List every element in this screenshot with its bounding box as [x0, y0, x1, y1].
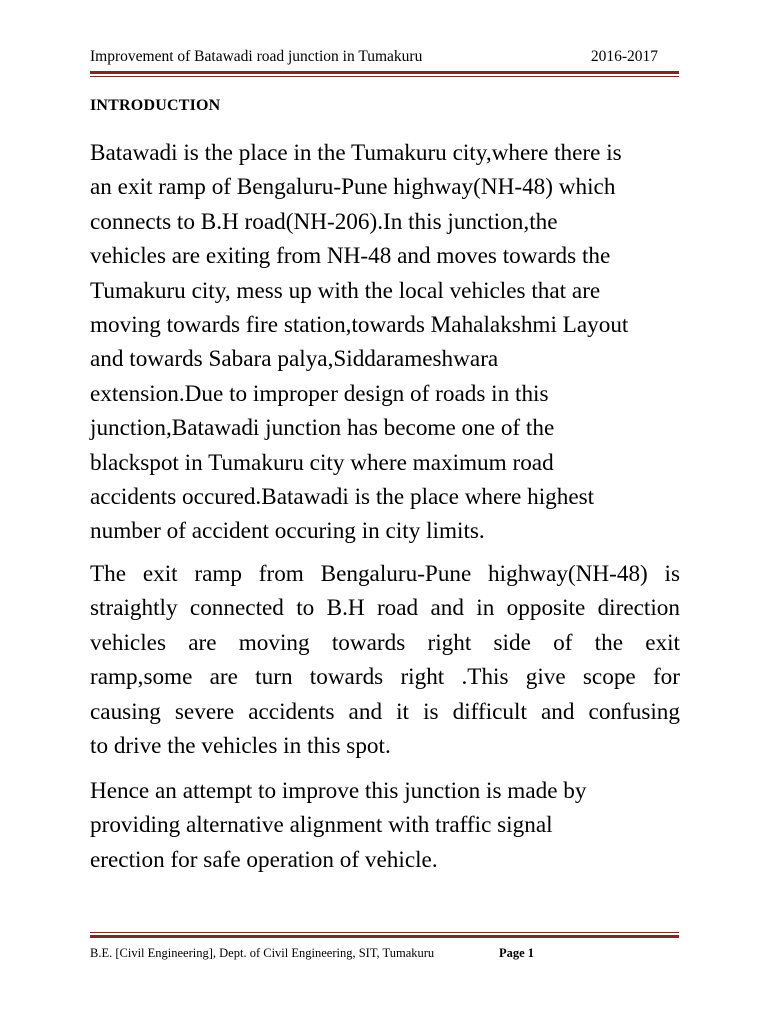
paragraph-line: vehicles are moving towards right side of the exit	[90, 629, 680, 656]
header-rule-thin	[90, 76, 679, 77]
footer-rule-thick	[90, 935, 679, 938]
paragraph-line: and towards Sabara palya,Siddarameshwara	[90, 346, 499, 373]
paragraph-line: connects to B.H road(NH-206).In this junction,the	[90, 208, 558, 235]
paragraph-intro	[90, 136, 680, 549]
paragraph-exit-ramp	[90, 557, 680, 763]
paragraph-line: extension.Due to improper design of roads in this	[90, 380, 549, 407]
footer-text: B.E. [Civil Engineering], Dept. of Civil Engineering, SIT, Tumakuru	[90, 946, 435, 960]
paragraph-conclusion	[90, 774, 680, 877]
paragraph-line: erection for safe operation of vehicle.	[90, 846, 438, 873]
paragraph-line: vehicles are exiting from NH-48 and moves towards the	[90, 243, 611, 270]
paragraph-line: Hence an attempt to improve this junction is made by	[90, 778, 587, 804]
paragraph-line: an exit ramp of Bengaluru-Pune highway(NH-48) which	[90, 174, 616, 201]
page-number: Page 1	[499, 946, 535, 960]
section-heading: INTRODUCTION	[90, 97, 221, 114]
paragraph-line: The exit ramp from Bengaluru-Pune highway(NH-48) is	[90, 561, 680, 587]
header-year: 2016-2017	[590, 48, 658, 65]
header-title: Improvement of Batawadi road junction in Tumakuru	[90, 48, 423, 65]
paragraph-line: ramp,some are turn towards right .This give scope for	[90, 664, 680, 691]
paragraph-line: to drive the vehicles in this spot.	[90, 733, 391, 760]
header-rule-thick	[90, 71, 679, 74]
paragraph-line: causing severe accidents and it is difficult and confusing	[90, 698, 680, 725]
footer-rule-thin	[90, 932, 679, 933]
paragraph-line: number of accident occuring in city limits.	[90, 518, 485, 545]
paragraph-line: accidents occured.Batawadi is the place where highest	[90, 484, 595, 511]
paragraph-line: blackspot in Tumakuru city where maximum road	[90, 449, 554, 476]
paragraph-line: straightly connected to B.H road and in opposite direction	[90, 595, 680, 622]
paragraph-line: moving towards fire station,towards Mahalakshmi Layout	[90, 312, 629, 339]
paragraph-line: junction,Batawadi junction has become one of the	[90, 415, 555, 442]
paragraph-line: Batawadi is the place in the Tumakuru city,where there is	[90, 140, 622, 166]
page-header	[90, 48, 678, 68]
paragraph-line: providing alternative alignment with traffic signal	[90, 812, 553, 839]
paragraph-line: Tumakuru city, mess up with the local vehicles that are	[90, 277, 601, 304]
